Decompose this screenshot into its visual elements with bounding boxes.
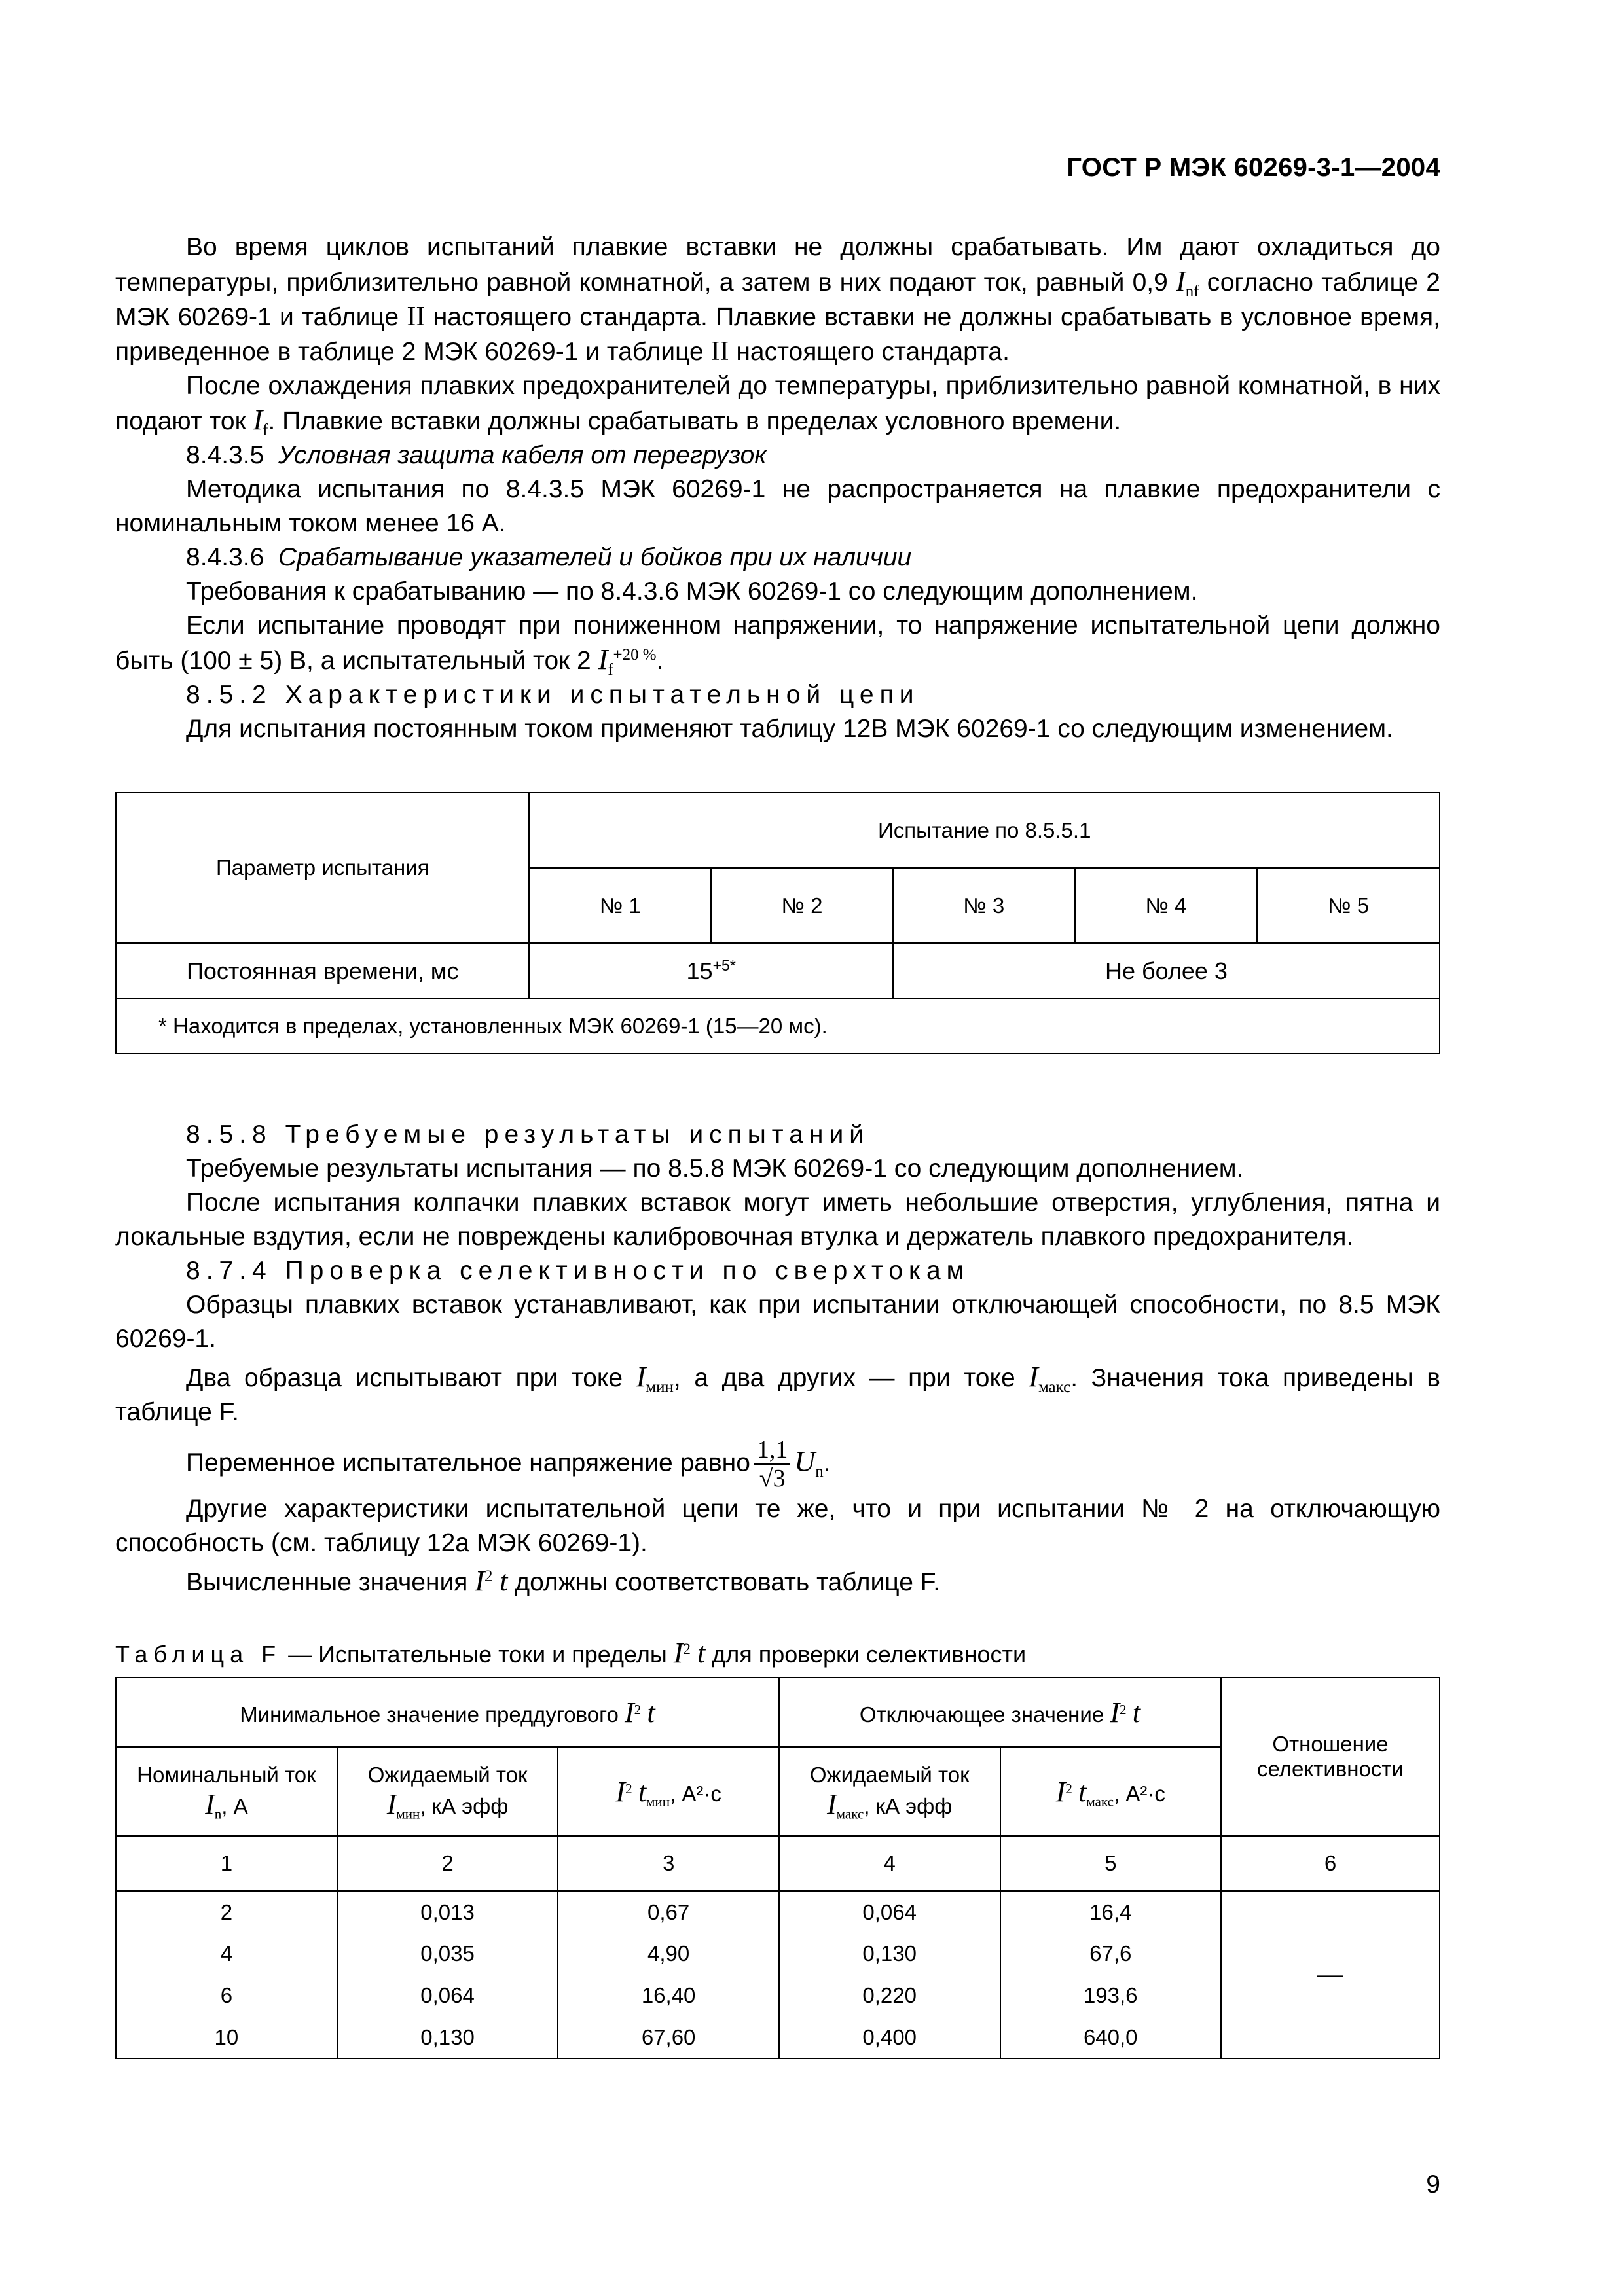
- test-header: Испытание по 8.5.5.1: [529, 793, 1440, 868]
- paragraph: Во время циклов испытаний плавкие вставки не должны срабатывать. Им дают охладиться до температуры, приблизительно равной комнатной, а затем в них подают ток, равный 0,9 $I_{nf}$ согласно таблице 2 МЭК 60269-1 и таблице II настоящего стандарта. Плавкие вставки не должны срабатывать в условное время, приведенное в таблице 2 МЭК 60269-1 и таблице II настоящего стандарта.: [115, 233, 1440, 367]
- table-cell: 0,013: [337, 1891, 558, 1933]
- section-heading: 8.4.3.6 Срабатывание указателей и бойков при их наличии: [186, 543, 912, 571]
- column-number: 6: [1221, 1836, 1440, 1891]
- paragraph: Вычисленные значения $I^2$ t должны соответствовать таблице F.: [186, 1565, 941, 1597]
- paragraph: После испытания колпачки плавких вставок могут иметь небольшие отверстия, углубления, пятна и локальные вздутия, если не повреждены калибровочная втулка и держатель плавкого предохранителя.: [115, 1189, 1440, 1251]
- paragraph: Требования к срабатыванию — по 8.4.3.6 МЭК 60269-1 со следующим дополнением.: [186, 577, 1198, 605]
- table-cell: 0,130: [779, 1933, 1000, 1975]
- param-header: Параметр испытания: [116, 793, 529, 943]
- i2t-max-header: $I^2$ $t_{макс}$, А²·с: [1000, 1747, 1221, 1836]
- table-cell: 193,6: [1000, 1975, 1221, 2017]
- table-f: [115, 1677, 1440, 2059]
- expected-min-current-header: Ожидаемый ток $I_{мин}$, кА эфф: [337, 1747, 558, 1836]
- cut-off-header: Отключающее значение $I^2$ t: [779, 1677, 1221, 1747]
- table-cell: 0,400: [779, 2017, 1000, 2058]
- table-cell: 4: [116, 1933, 337, 1975]
- col-header: № 3: [893, 868, 1075, 943]
- table-cell: 0,064: [337, 1975, 558, 2017]
- table-cell: 0,035: [337, 1933, 558, 1975]
- document-page: [115, 0, 1440, 2296]
- selectivity-value: —: [1221, 1891, 1440, 2058]
- table-cell: 4,90: [558, 1933, 778, 1975]
- rated-current-header: Номинальный ток $I_n$, А: [116, 1747, 337, 1836]
- time-constant-table: [115, 792, 1440, 1054]
- col-header: № 4: [1075, 868, 1258, 943]
- paragraph: Требуемые результаты испытания — по 8.5.8 МЭК 60269-1 со следующим дополнением.: [186, 1155, 1244, 1183]
- table-cell: 6: [116, 1975, 337, 2017]
- table-cell: 0,064: [779, 1891, 1000, 1933]
- table-cell: 10: [116, 2017, 337, 2058]
- time-constant-value: $15^{+5*}$: [529, 943, 892, 999]
- table-row: [116, 1891, 1440, 1933]
- expected-max-current-header: Ожидаемый ток $I_{макс}$, кА эфф: [779, 1747, 1000, 1836]
- row-label: Постоянная времени, мс: [116, 943, 529, 999]
- section-heading: 8.5.8 Требуемые результаты испытаний: [186, 1121, 870, 1149]
- i2t-min-header: $I^2$ $t_{мин}$, А²·с: [558, 1747, 778, 1836]
- table-cell: 2: [116, 1891, 337, 1933]
- paragraph: Образцы плавких вставок устанавливают, как при испытании отключающей способности, по 8.5 МЭК 60269-1.: [115, 1291, 1440, 1353]
- paragraph: Два образца испытывают при токе $I_{мин}$, а два других — при токе $I_{макс}$. Значения тока приведены в таблице F.: [115, 1361, 1440, 1426]
- selectivity-header: Отношение селективности: [1221, 1677, 1440, 1836]
- paragraph: Переменное испытательное напряжение равно $\frac{1,1}{√3}$ $U_n$.: [186, 1436, 831, 1492]
- table-f-caption: Таблица F — Испытательные токи и пределы $I^2$ t для проверки селективности: [115, 1637, 1027, 1669]
- body-text-middle: [115, 1118, 1440, 1600]
- section-heading: 8.4.3.5 Условная защита кабеля от перегрузок: [186, 441, 767, 469]
- column-number: 3: [558, 1836, 778, 1891]
- paragraph: После охлаждения плавких предохранителей до температуры, приблизительно равной комнатной, в них подают ток $I_f$. Плавкие вставки должны срабатывать в пределах условного времени.: [115, 372, 1440, 439]
- table-cell: 0,220: [779, 1975, 1000, 2017]
- voltage-fraction: $\frac{1,1}{√3}$: [754, 1436, 791, 1492]
- column-number: 4: [779, 1836, 1000, 1891]
- paragraph: Для испытания постоянным током применяют таблицу 12В МЭК 60269-1 со следующим изменением.: [186, 715, 1393, 743]
- col-header: № 5: [1257, 868, 1440, 943]
- paragraph: Методика испытания по 8.4.3.5 МЭК 60269-1 не распространяется на плавкие предохранители с номинальным током менее 16 А.: [115, 475, 1440, 537]
- page-number: 9: [1426, 2170, 1440, 2198]
- min-preliminary-header: Минимальное значение преддугового $I^2$ t: [116, 1677, 779, 1747]
- section-heading: 8.5.2 Характеристики испытательной цепи: [186, 681, 920, 709]
- table-cell: 0,130: [337, 2017, 558, 2058]
- col-header: № 2: [711, 868, 893, 943]
- time-constant-limit: Не более 3: [893, 943, 1440, 999]
- table-footnote: * Находится в пределах, установленных МЭК 60269-1 (15—20 мс).: [116, 999, 1440, 1054]
- column-number: 1: [116, 1836, 337, 1891]
- body-text-top: [115, 230, 1440, 746]
- col-header: № 1: [529, 868, 711, 943]
- column-number: 2: [337, 1836, 558, 1891]
- table-cell: 16,40: [558, 1975, 778, 2017]
- table-cell: 67,6: [1000, 1933, 1221, 1975]
- standard-code: ГОСТ Р МЭК 60269-3-1—2004: [1067, 153, 1440, 182]
- table-cell: 67,60: [558, 2017, 778, 2058]
- table-cell: 16,4: [1000, 1891, 1221, 1933]
- column-number: 5: [1000, 1836, 1221, 1891]
- table-cell: 0,67: [558, 1891, 778, 1933]
- table-cell: 640,0: [1000, 2017, 1221, 2058]
- paragraph: Если испытание проводят при пониженном напряжении, то напряжение испытательной цепи должно быть (100 ± 5) В, а испытательный ток 2 $I_f^{+20 \%}$.: [115, 611, 1440, 679]
- paragraph: Другие характеристики испытательной цепи те же, что и при испытании № 2 на отключающую способность (см. таблицу 12а МЭК 60269-1).: [115, 1495, 1440, 1557]
- section-heading: 8.7.4 Проверка селективности по сверхтокам: [186, 1257, 970, 1285]
